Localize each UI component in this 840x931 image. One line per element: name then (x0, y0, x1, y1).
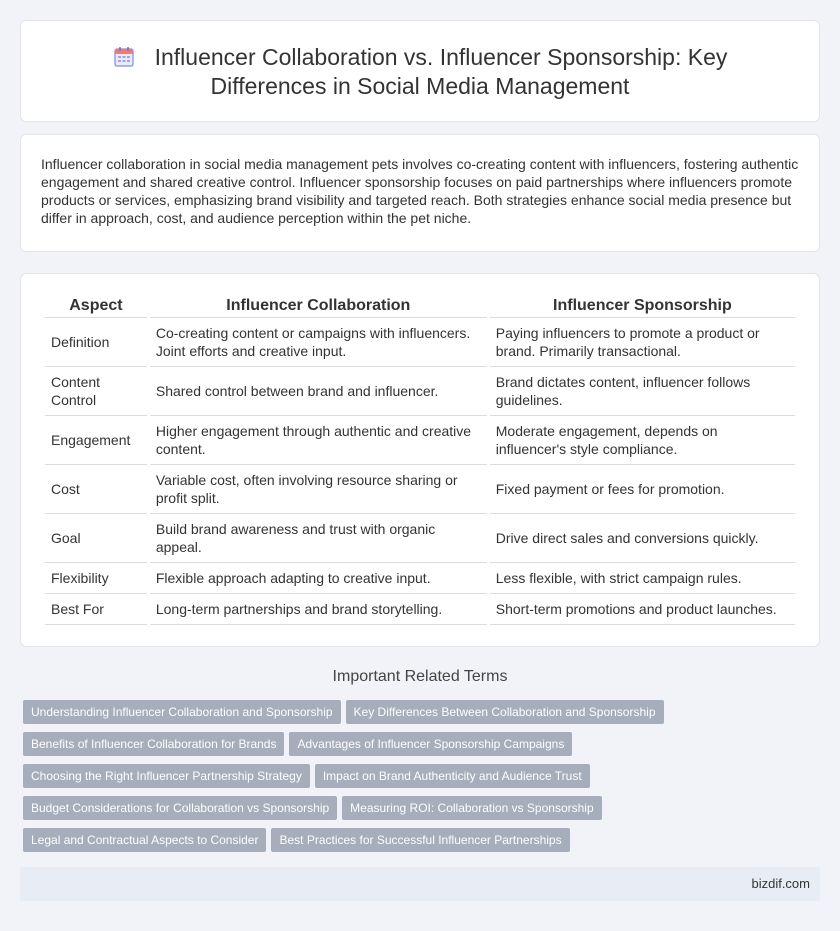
related-term-tag[interactable]: Best Practices for Successful Influencer Partnerships (271, 828, 569, 852)
table-row (45, 318, 795, 367)
header-card (20, 20, 820, 122)
related-term-tag[interactable]: Understanding Influencer Collaboration and Sponsorship (23, 700, 341, 724)
cell-aspect: Cost (45, 465, 147, 514)
cell-sponsorship: Fixed payment or fees for promotion. (490, 465, 795, 514)
cell-collaboration: Long-term partnerships and brand storytelling. (150, 594, 487, 625)
cell-sponsorship: Brand dictates content, influencer follows guidelines. (490, 367, 795, 416)
related-term-tag[interactable]: Key Differences Between Collaboration and Sponsorship (346, 700, 664, 724)
table-row (45, 367, 795, 416)
related-term-tag[interactable]: Measuring ROI: Collaboration vs Sponsorship (342, 796, 601, 820)
table-row (45, 465, 795, 514)
header-aspect: Aspect (45, 294, 147, 318)
cell-collaboration: Build brand awareness and trust with organic appeal. (150, 514, 487, 563)
table-row (45, 514, 795, 563)
cell-sponsorship: Drive direct sales and conversions quickly. (490, 514, 795, 563)
page-title (21, 43, 819, 101)
cell-collaboration: Higher engagement through authentic and creative content. (150, 416, 487, 465)
cell-aspect: Best For (45, 594, 147, 625)
related-term-tag[interactable]: Legal and Contractual Aspects to Consider (23, 828, 266, 852)
comparison-card (20, 273, 820, 647)
related-terms-list (23, 700, 823, 860)
cell-collaboration: Flexible approach adapting to creative input. (150, 563, 487, 594)
cell-aspect: Engagement (45, 416, 147, 465)
cell-aspect: Definition (45, 318, 147, 367)
cell-sponsorship: Paying influencers to promote a product or brand. Primarily transactional. (490, 318, 795, 367)
related-terms-title: Important Related Terms (332, 668, 508, 685)
title-line-1: Influencer Collaboration vs. Influencer Sponsorship: Key (154, 44, 728, 70)
table-row (45, 416, 795, 465)
related-term-tag[interactable]: Advantages of Influencer Sponsorship Campaigns (289, 732, 572, 756)
table-header-row (45, 294, 795, 318)
calendar-icon (113, 46, 135, 68)
cell-sponsorship: Less flexible, with strict campaign rules. (490, 563, 795, 594)
cell-collaboration: Variable cost, often involving resource sharing or profit split. (150, 465, 487, 514)
cell-sponsorship: Moderate engagement, depends on influencer's style compliance. (490, 416, 795, 465)
related-term-tag[interactable]: Budget Considerations for Collaboration vs Sponsorship (23, 796, 337, 820)
related-term-tag[interactable]: Benefits of Influencer Collaboration for Brands (23, 732, 284, 756)
cell-collaboration: Co-creating content or campaigns with influencers. Joint efforts and creative input. (150, 318, 487, 367)
table-row (45, 563, 795, 594)
header-sponsorship: Influencer Sponsorship (490, 294, 795, 318)
cell-aspect: Flexibility (45, 563, 147, 594)
footer-site-link[interactable]: bizdif.com (751, 876, 810, 891)
related-term-tag[interactable]: Choosing the Right Influencer Partnership Strategy (23, 764, 310, 788)
title-line-2: Differences in Social Media Management (210, 73, 630, 99)
comparison-table (42, 294, 798, 625)
cell-aspect: Content Control (45, 367, 147, 416)
cell-sponsorship: Short-term promotions and product launches. (490, 594, 795, 625)
header-collaboration: Influencer Collaboration (150, 294, 487, 318)
footer (20, 867, 820, 901)
intro-card (20, 134, 820, 252)
related-term-tag[interactable]: Impact on Brand Authenticity and Audience Trust (315, 764, 590, 788)
intro-paragraph: Influencer collaboration in social media management pets involves co-creating content with influencers, fostering authentic engagement and shared creative control. Influencer sponsorship focuses on paid partnerships where influencers promote products or services, emphasizing brand visibility and targeted reach. Both strategies enhance social media presence but differ in approach, cost, and audience perception within the pet niche. (41, 156, 799, 226)
cell-collaboration: Shared control between brand and influencer. (150, 367, 487, 416)
table-row (45, 594, 795, 625)
cell-aspect: Goal (45, 514, 147, 563)
